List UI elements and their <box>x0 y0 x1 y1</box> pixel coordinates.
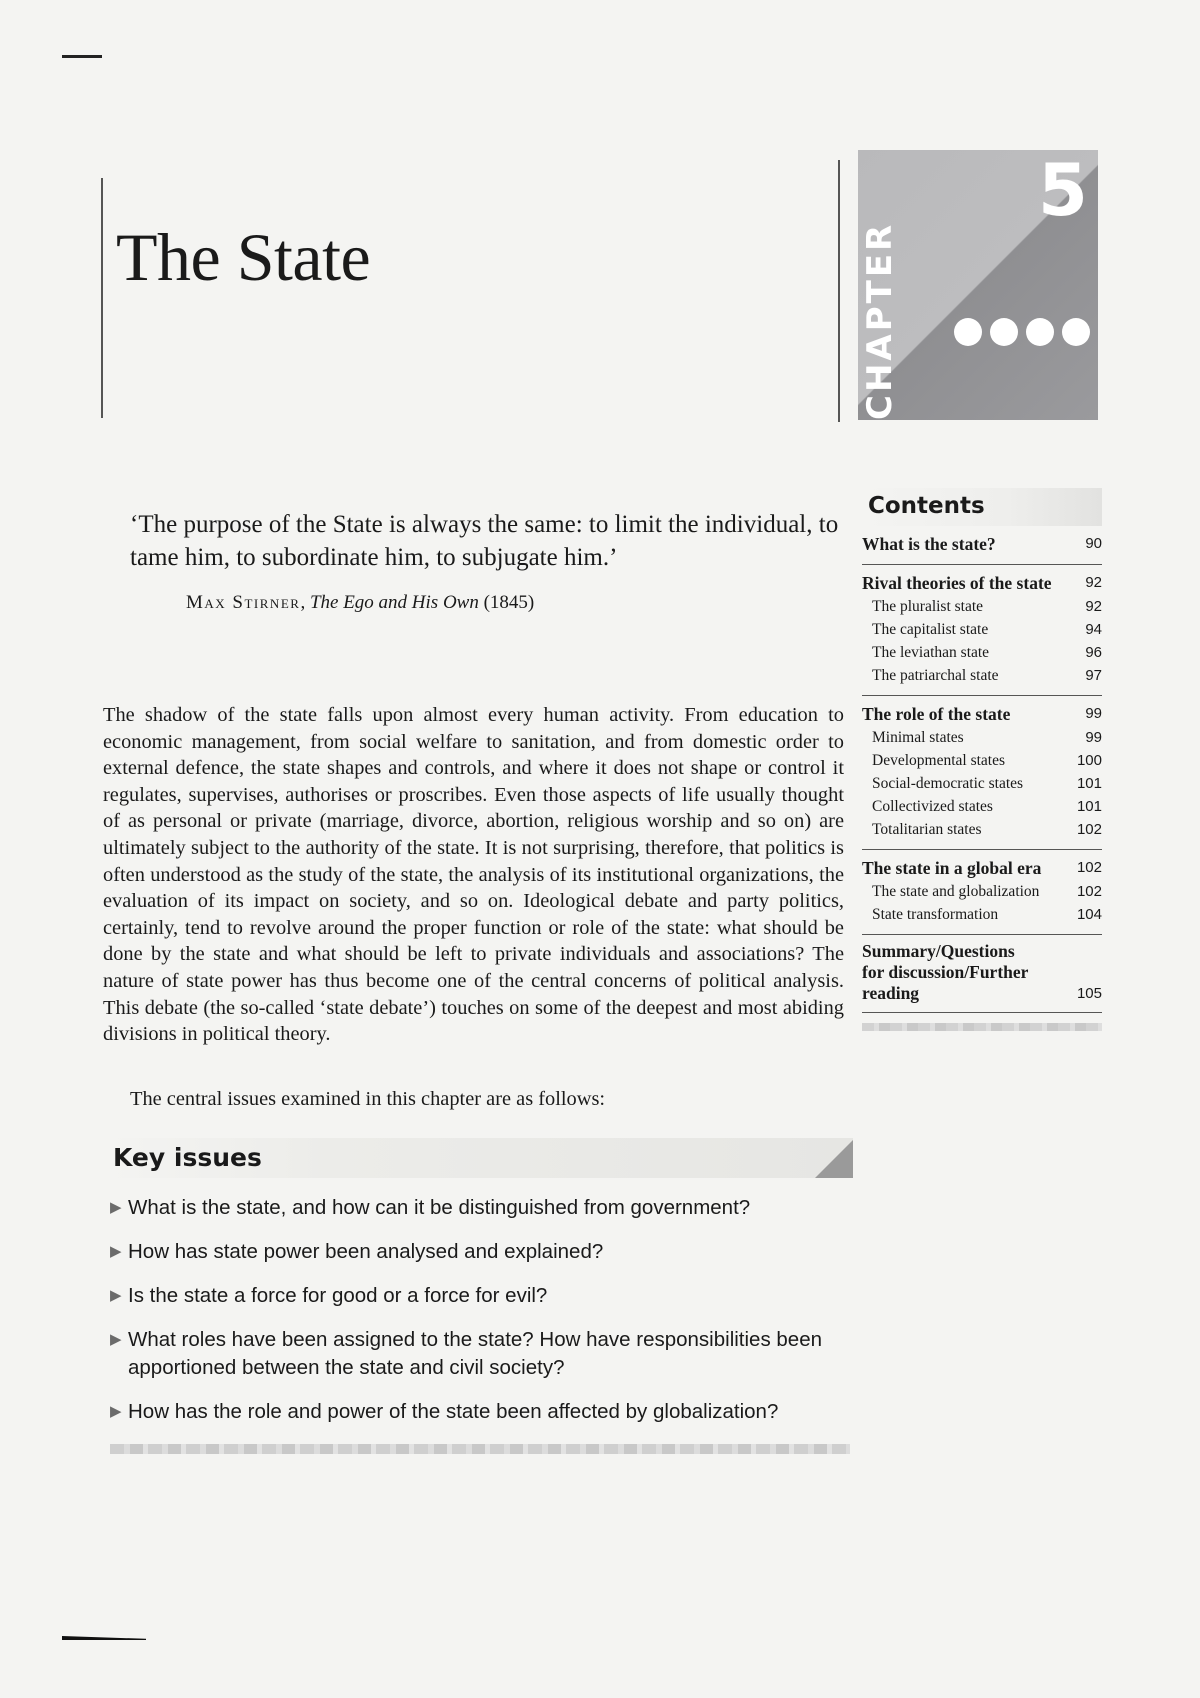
contents-section <box>862 526 1102 565</box>
epigraph-text: ‘The purpose of the State is always the same: to limit the individual, to tame him, to subordinate him, to subjugate him.’ <box>130 511 839 571</box>
key-issues-title: Key issues <box>113 1143 262 1172</box>
contents-title: Contents <box>868 493 985 519</box>
contents-page-number: 104 <box>1076 906 1102 923</box>
key-issue-text: How has state power been analysed and explained? <box>128 1240 604 1263</box>
chapter-label: CHAPTER <box>860 221 900 420</box>
epigraph-author: Max Stirner <box>186 592 301 613</box>
contents-section-label: Rival theories of the state <box>862 573 1052 593</box>
contents-page-number: 99 <box>1085 729 1102 746</box>
contents-section-label: The state in a global era <box>862 858 1042 878</box>
scan-mark <box>62 1636 146 1640</box>
arrow-right-icon: ▶ <box>110 1331 122 1348</box>
contents-section-row[interactable] <box>862 941 1102 1004</box>
issues-intro: The central issues examined in this chapter are as follows: <box>130 1088 606 1110</box>
contents-page-number: 102 <box>1076 821 1102 838</box>
dot-icon <box>1026 318 1054 346</box>
contents-page-number: 90 <box>1085 535 1102 552</box>
contents-page-number: 99 <box>1085 705 1102 722</box>
key-issue-item <box>110 1398 870 1426</box>
title-rule-left <box>101 178 103 418</box>
contents-section-label: The role of the state <box>862 704 1011 724</box>
contents-section-row[interactable] <box>862 571 1102 595</box>
contents-subsection-label: The capitalist state <box>872 621 989 638</box>
contents-subsection-row[interactable] <box>862 880 1102 903</box>
contents-subsection-row[interactable] <box>862 749 1102 772</box>
title-rule-right <box>838 160 840 422</box>
contents-section-row[interactable] <box>862 856 1102 880</box>
contents-subsection-label: The patriarchal state <box>872 667 999 684</box>
contents-sidebar <box>862 488 1102 1031</box>
contents-subsection-label: Collectivized states <box>872 798 993 815</box>
contents-header <box>862 488 1102 526</box>
contents-section-row[interactable] <box>862 532 1102 556</box>
contents-page-number: 101 <box>1076 798 1102 815</box>
contents-subsection-label: State transformation <box>872 906 999 923</box>
contents-page-number: 101 <box>1076 775 1102 792</box>
epigraph <box>130 508 850 613</box>
contents-section <box>862 850 1102 935</box>
key-issue-item <box>110 1326 870 1382</box>
contents-subsection-row[interactable] <box>862 595 1102 618</box>
contents-subsection-row[interactable] <box>862 618 1102 641</box>
arrow-right-icon: ▶ <box>110 1287 122 1304</box>
contents-section-label: Summary/Questions for discussion/Further reading <box>862 941 1029 1003</box>
contents-page-number: 100 <box>1076 752 1102 769</box>
key-issue-item <box>110 1282 870 1310</box>
contents-subsection-row[interactable] <box>862 818 1102 841</box>
contents-subsection-label: The leviathan state <box>872 644 990 661</box>
key-issue-item <box>110 1238 870 1266</box>
key-issue-text: How has the role and power of the state been affected by globalization? <box>128 1400 779 1423</box>
contents-page-number: 94 <box>1085 621 1102 638</box>
key-issues-list <box>110 1194 870 1442</box>
contents-list <box>862 526 1102 1013</box>
contents-page-number: 97 <box>1085 667 1102 684</box>
contents-page-number: 92 <box>1085 574 1102 591</box>
key-issues-footer-rule <box>110 1444 850 1454</box>
contents-section-row[interactable] <box>862 702 1102 726</box>
contents-subsection-label: Totalitarian states <box>872 821 982 838</box>
contents-subsection-row[interactable] <box>862 772 1102 795</box>
contents-section <box>862 935 1102 1013</box>
contents-page-number: 92 <box>1085 598 1102 615</box>
contents-page-number: 105 <box>1076 985 1102 1002</box>
key-issue-text: What is the state, and how can it be distinguished from government? <box>128 1196 751 1219</box>
chapter-number: 5 <box>1037 150 1088 232</box>
chapter-title: The State <box>116 219 371 295</box>
contents-subsection-label: Developmental states <box>872 752 1005 769</box>
contents-section-label: What is the state? <box>862 534 996 554</box>
contents-section <box>862 696 1102 850</box>
dot-icon <box>990 318 1018 346</box>
contents-page-number: 102 <box>1076 859 1102 876</box>
arrow-right-icon: ▶ <box>110 1403 122 1420</box>
contents-subsection-row[interactable] <box>862 726 1102 749</box>
arrow-right-icon: ▶ <box>110 1243 122 1260</box>
epigraph-attribution: Max Stirner, The Ego and His Own (1845) <box>186 592 535 613</box>
dot-icon <box>954 318 982 346</box>
scan-mark <box>62 55 102 58</box>
contents-page-number: 96 <box>1085 644 1102 661</box>
corner-decoration <box>815 1140 853 1178</box>
contents-subsection-label: Social-democratic states <box>872 775 1024 792</box>
contents-footer-rule <box>862 1023 1102 1031</box>
key-issues-header <box>103 1138 853 1178</box>
arrow-right-icon: ▶ <box>110 1199 122 1216</box>
contents-page-number: 102 <box>1076 883 1102 900</box>
contents-subsection-row[interactable] <box>862 664 1102 687</box>
body-paragraph: The shadow of the state falls upon almost every human activity. From education to economic management, from social welfare to sanitation, and from domestic order to external defence, the state shapes and controls, and where it does not shape or control it regulates, supervises, authorises or proscribes. Even those aspects of life usually thought of as personal or private (marriage, divorce, abortion, religious worship and so on) are ultimately subject to the authority of the state. It is not surprising, therefore, that politics is often understood as the study of the state, the analysis of its institutional organizations, the evaluation of its impact on society, and so on. Ideological debate and party politics, certainly, tend to revolve around the proper function or role of the state: what should be done by the state and what should be left to private individuals and associations? The nature of state power has thus become one of the central concerns of political analysis. This debate (the so-called ‘state debate’) touches on some of the deepest and most abiding divisions in political theory. <box>103 704 844 1046</box>
key-issue-text: What roles have been assigned to the state? How have responsibilities been apportioned between the state and civil society? <box>128 1328 823 1379</box>
contents-subsection-row[interactable] <box>862 641 1102 664</box>
decorative-dots <box>954 318 1090 346</box>
chapter-badge <box>858 150 1098 420</box>
contents-subsection-label: Minimal states <box>872 729 964 746</box>
contents-subsection-label: The state and globalization <box>872 883 1040 900</box>
contents-subsection-label: The pluralist state <box>872 598 984 615</box>
key-issue-item <box>110 1194 870 1222</box>
epigraph-work: The Ego and His Own <box>309 592 479 613</box>
dot-icon <box>1062 318 1090 346</box>
epigraph-year: (1845) <box>483 592 535 613</box>
contents-section <box>862 565 1102 696</box>
contents-subsection-row[interactable] <box>862 903 1102 926</box>
key-issue-text: Is the state a force for good or a force for evil? <box>128 1284 548 1307</box>
contents-subsection-row[interactable] <box>862 795 1102 818</box>
